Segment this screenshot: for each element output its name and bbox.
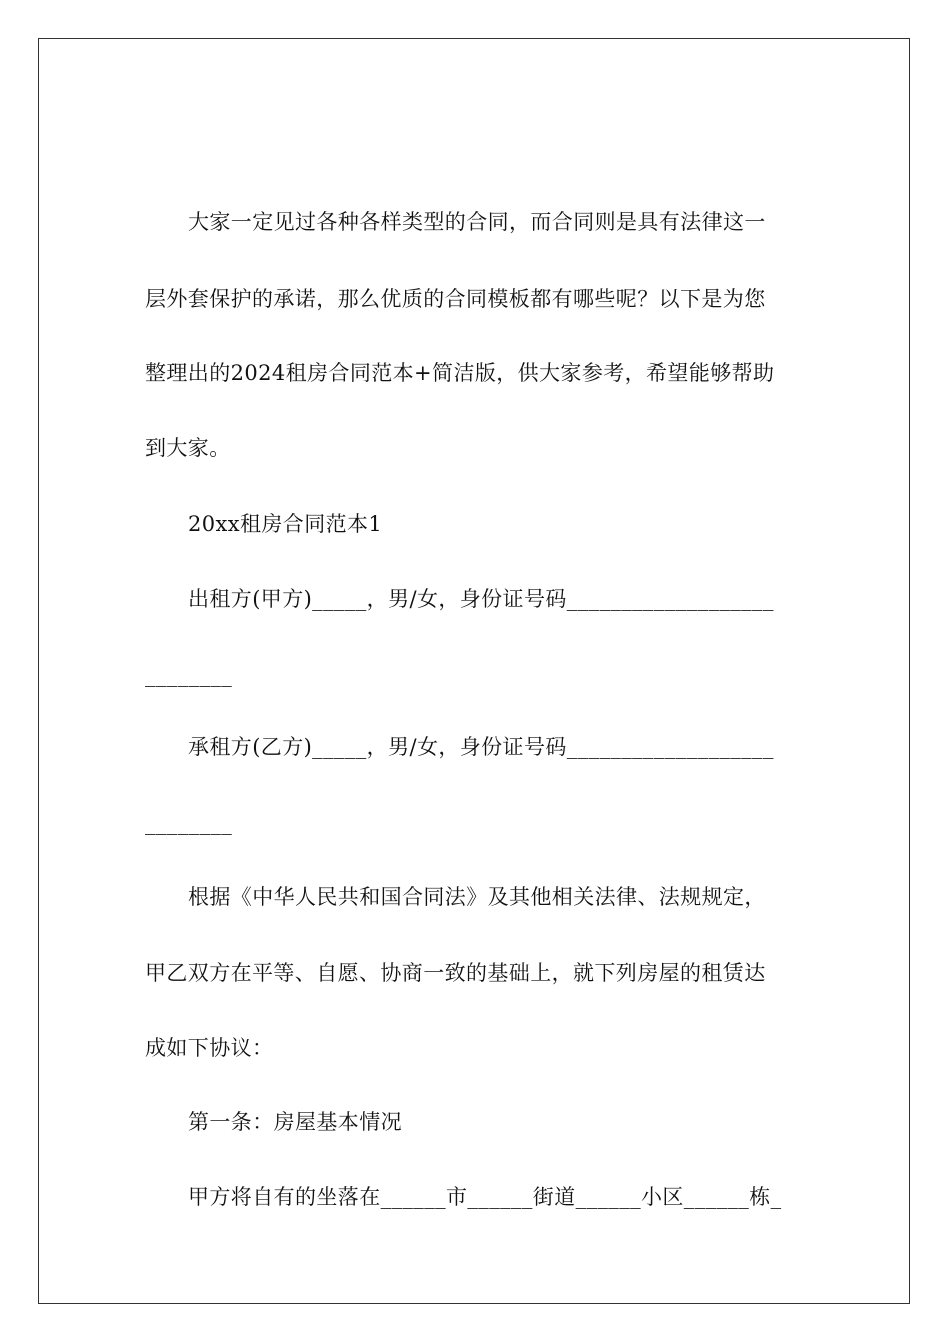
article-1-heading: 第一条：房屋基本情况 (188, 1110, 402, 1134)
lessee-line-continued: ________ (145, 811, 233, 835)
lessee-line: 承租方(乙方)_____，男/女，身份证号码___________________ (188, 735, 774, 759)
basis-line-1: 根据《中华人民共和国合同法》及其他相关法律、法规规定， (188, 885, 766, 909)
basis-line-2: 甲乙双方在平等、自愿、协商一致的基础上，就下列房屋的租赁达 (145, 961, 766, 985)
lessor-line-continued: ________ (145, 663, 233, 687)
contract-title: 20xx租房合同范本1 (188, 512, 383, 536)
article-1-line-1: 甲方将自有的坐落在______市______街道______小区______栋_ (188, 1185, 782, 1209)
intro-line-4: 到大家。 (145, 436, 231, 460)
lessor-line: 出租方(甲方)_____，男/女，身份证号码___________________ (188, 587, 774, 611)
intro-line-3: 整理出的2024租房合同范本+简洁版，供大家参考，希望能够帮助 (145, 361, 775, 385)
intro-line-1: 大家一定见过各种各样类型的合同，而合同则是具有法律这一 (188, 210, 766, 234)
basis-line-3: 成如下协议： (145, 1036, 274, 1060)
intro-line-2: 层外套保护的承诺，那么优质的合同模板都有哪些呢？以下是为您 (145, 287, 766, 311)
